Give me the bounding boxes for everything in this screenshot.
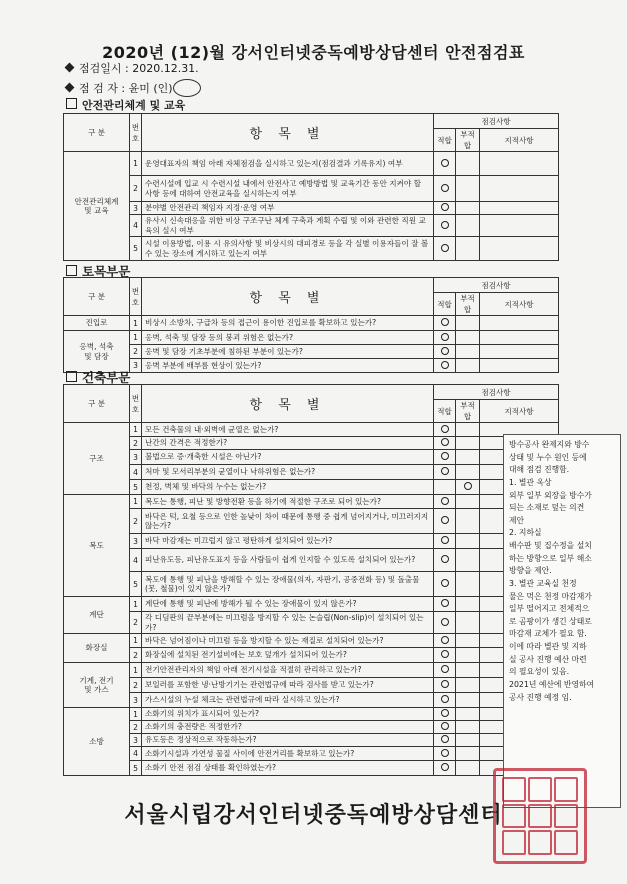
check-circle-icon <box>441 452 449 460</box>
section-title: 안전관리체계 및 교육 <box>82 99 186 112</box>
row-number: 3 <box>130 202 142 215</box>
note-line: 방수공사 완제지와 방수 <box>509 440 590 449</box>
row-item-text: 각 디딤판의 끝부분에는 미끄럼을 방지할 수 있는 논슬립(Non-slip)이 설치되어 있는가? <box>142 612 434 634</box>
cell-ok <box>434 721 456 734</box>
document-title: 2020년 (12)월 강서인터넷중독예방상담센터 안전점검표 <box>102 43 525 62</box>
table-row <box>64 761 559 776</box>
inspection-date <box>66 60 199 76</box>
check-circle-icon <box>441 722 449 730</box>
table-row <box>64 663 559 678</box>
table-row <box>64 678 559 693</box>
cell-not-ok <box>456 202 480 215</box>
note-line: 이에 따라 별관 및 지하 <box>509 642 587 651</box>
cell-ok <box>434 465 456 480</box>
table-row <box>64 423 559 437</box>
check-circle-icon <box>441 203 449 211</box>
cell-not-ok <box>456 693 480 708</box>
row-item-text: 천정, 벽체 및 바닥의 누수는 없는가? <box>142 480 434 495</box>
cell-not-ok <box>456 721 480 734</box>
header-items: 항 목 별 <box>142 114 434 152</box>
inspector <box>66 80 173 96</box>
cell-ok <box>434 450 456 465</box>
row-item-text: 바닥 마감재는 미끄럽지 않고 평탄하게 설치되어 있는가? <box>142 534 434 549</box>
cell-not-ok <box>456 215 480 237</box>
inspector-name: 윤미 <box>128 82 150 95</box>
cell-ok <box>434 678 456 693</box>
row-category: 화장실 <box>64 634 130 663</box>
header-ok: 적합 <box>434 293 456 316</box>
row-item-text: 소화기시설과 가연성 물질 사이에 안전거리를 확보하고 있는가? <box>142 747 434 761</box>
note-line: 1. 별관 옥상 <box>509 477 552 487</box>
table-row <box>64 747 559 761</box>
header-number: 번 호 <box>130 114 142 152</box>
cell-remarks <box>480 237 559 261</box>
cell-not-ok <box>456 747 480 761</box>
row-item-text: 옹벽 부분에 배부름 현상이 있는가? <box>142 359 434 373</box>
cell-ok <box>434 708 456 721</box>
row-category: 안전관리체계 및 교육 <box>64 152 130 261</box>
cell-ok <box>434 345 456 359</box>
table-row <box>64 648 559 663</box>
header-remarks: 지적사항 <box>480 129 559 152</box>
row-item-text: 전기안전관리자의 책임 아래 전기시설을 적절히 관리하고 있는가? <box>142 663 434 678</box>
check-circle-icon <box>441 749 449 757</box>
table-row <box>64 572 559 597</box>
header-check: 점검사항 <box>434 385 559 400</box>
cell-ok <box>434 423 456 437</box>
table-row <box>64 359 559 373</box>
table-row <box>64 612 559 634</box>
cell-ok <box>434 648 456 663</box>
cell-not-ok <box>456 708 480 721</box>
note-line: 제안 <box>509 515 525 525</box>
note-line: 물은 먹은 천정 마감재가 <box>509 591 592 601</box>
row-item-text: 유도등은 정상적으로 작동하는가? <box>142 734 434 747</box>
table-row <box>64 450 559 465</box>
cell-not-ok <box>456 572 480 597</box>
cell-not-ok <box>456 678 480 693</box>
table-row <box>64 634 559 648</box>
cell-ok <box>434 202 456 215</box>
footer-organization: 서울시립강서인터넷중독예방상담센터 <box>124 803 503 828</box>
note-line: 일부 떨어지고 전체적으 <box>509 604 590 614</box>
check-circle-icon <box>441 425 449 433</box>
check-circle-icon <box>441 555 449 563</box>
check-circle-icon <box>441 438 449 446</box>
cell-not-ok <box>456 648 480 663</box>
cell-not-ok <box>456 465 480 480</box>
note-line: 마감재 교체가 필요 함. <box>509 629 587 639</box>
check-circle-icon <box>441 347 449 355</box>
note-line: 배수판 및 집수정을 설치 <box>509 541 592 550</box>
row-item-text: 복도는 통행, 피난 및 방향전환 등을 하기에 적절한 구조로 되어 있는가? <box>142 495 434 509</box>
cell-remarks <box>480 215 559 237</box>
cell-ok <box>434 331 456 345</box>
row-category: 기계, 전기 및 가스 <box>64 663 130 708</box>
row-number: 1 <box>130 663 142 678</box>
header-remarks: 지적사항 <box>480 400 559 423</box>
row-number: 2 <box>130 345 142 359</box>
row-number: 1 <box>130 634 142 648</box>
cell-ok <box>434 316 456 331</box>
check-circle-icon <box>441 516 449 524</box>
check-circle-icon <box>441 680 449 688</box>
row-number: 2 <box>130 176 142 202</box>
diamond-bullet-icon <box>65 63 75 73</box>
row-number: 2 <box>130 612 142 634</box>
row-number: 2 <box>130 648 142 663</box>
row-number: 4 <box>130 215 142 237</box>
row-category: 구조 <box>64 423 130 495</box>
cell-not-ok <box>456 331 480 345</box>
cell-not-ok <box>456 176 480 202</box>
check-circle-icon <box>441 318 449 326</box>
row-number: 1 <box>130 316 142 331</box>
cell-remarks <box>480 345 559 359</box>
row-number: 2 <box>130 721 142 734</box>
row-item-text: 불법으로 증·개축한 시설은 아닌가? <box>142 450 434 465</box>
check-circle-icon <box>441 536 449 544</box>
row-number: 5 <box>130 572 142 597</box>
check-circle-icon <box>441 184 449 192</box>
table-row <box>64 465 559 480</box>
cell-not-ok <box>456 152 480 176</box>
cell-not-ok <box>456 359 480 373</box>
note-line: 공사 진행 예정 임. <box>509 692 572 702</box>
check-circle-icon <box>464 482 472 490</box>
table-row <box>64 215 559 237</box>
note-line: 실 공사 진행 예산 마련 <box>509 654 587 664</box>
row-number: 1 <box>130 152 142 176</box>
table-header-row <box>64 114 559 129</box>
row-category: 소방 <box>64 708 130 776</box>
table-row <box>64 480 559 495</box>
cell-ok <box>434 534 456 549</box>
cell-ok <box>434 215 456 237</box>
header-items: 항 목 별 <box>142 385 434 423</box>
cell-ok <box>434 634 456 648</box>
cell-not-ok <box>456 534 480 549</box>
remarks-note <box>503 434 621 808</box>
note-line: 방향을 제안. <box>509 566 552 576</box>
diamond-bullet-icon <box>65 83 75 93</box>
check-circle-icon <box>441 618 449 626</box>
row-number: 2 <box>130 437 142 450</box>
row-item-text: 옹벽, 석축 및 담장 등의 붕괴 위험은 없는가? <box>142 331 434 345</box>
row-number: 1 <box>130 331 142 345</box>
row-item-text: 옹벽 및 담장 기초부분에 침하된 부분이 있는가? <box>142 345 434 359</box>
row-category: 계단 <box>64 597 130 634</box>
cell-ok <box>434 549 456 572</box>
row-number: 2 <box>130 509 142 534</box>
row-item-text: 가스시설의 누설 체크는 관련법규에 따라 실시하고 있는가? <box>142 693 434 708</box>
inspection-date-value: 2020.12.31. <box>132 62 199 75</box>
table-row <box>64 437 559 450</box>
row-number: 4 <box>130 465 142 480</box>
row-item-text: 난간의 간격은 적정한가? <box>142 437 434 450</box>
cell-not-ok <box>456 316 480 331</box>
checkbox-square-icon <box>66 98 77 109</box>
cell-ok <box>434 437 456 450</box>
row-number: 1 <box>130 495 142 509</box>
cell-ok <box>434 359 456 373</box>
row-category: 진입로 <box>64 316 130 331</box>
cell-not-ok <box>456 663 480 678</box>
table-header-row <box>64 385 559 400</box>
row-item-text: 처마 및 모서리부분의 균열이나 낙하위험은 없는가? <box>142 465 434 480</box>
table-row <box>64 549 559 572</box>
table-row <box>64 345 559 359</box>
cell-remarks <box>480 331 559 345</box>
cell-not-ok <box>456 480 480 495</box>
row-number: 2 <box>130 678 142 693</box>
cell-ok <box>434 572 456 597</box>
row-item-text: 피난유도등, 피난유도표지 등을 사람들이 쉽게 인지할 수 있도록 설치되어 있는가? <box>142 549 434 572</box>
cell-not-ok <box>456 549 480 572</box>
cell-ok <box>434 734 456 747</box>
inspection-date-label: 점검일시 : <box>79 62 133 75</box>
row-number: 1 <box>130 597 142 612</box>
check-circle-icon <box>441 579 449 587</box>
table-row <box>64 734 559 747</box>
row-item-text: 비상시 소방차, 구급차 등의 접근이 용이한 진입로를 확보하고 있는가? <box>142 316 434 331</box>
check-circle-icon <box>441 159 449 167</box>
table-row <box>64 316 559 331</box>
note-line: 로 곰팡이가 생긴 상태로 <box>509 616 592 626</box>
check-circle-icon <box>441 497 449 505</box>
note-line: 의 필요성이 있음. <box>509 667 570 677</box>
header-ok: 적합 <box>434 400 456 423</box>
check-circle-icon <box>441 244 449 252</box>
cell-ok <box>434 612 456 634</box>
note-line: 2021년 예산에 반영하여 <box>509 679 595 689</box>
header-ok: 적합 <box>434 129 456 152</box>
table-row <box>64 708 559 721</box>
table-row <box>64 693 559 708</box>
check-circle-icon <box>441 467 449 475</box>
row-number: 3 <box>130 450 142 465</box>
header-category: 구 분 <box>64 385 130 423</box>
check-circle-icon <box>441 361 449 369</box>
table-row <box>64 176 559 202</box>
note-line: 하는 방향으로 일부 해소 <box>509 553 592 563</box>
note-line: 외부 일부 외장을 방수가 <box>509 490 592 500</box>
row-item-text: 보일러를 포함한 냉·난방기기는 관련법규에 따라 검사를 받고 있는가? <box>142 678 434 693</box>
row-category: 옹벽, 석축 및 담장 <box>64 331 130 373</box>
header-not-ok: 부적합 <box>456 129 480 152</box>
checklist-table <box>63 113 559 261</box>
note-line: 2. 지하실 <box>509 528 542 538</box>
table-row <box>64 509 559 534</box>
header-category: 구 분 <box>64 114 130 152</box>
inspector-label: 점 검 자 : <box>79 82 129 95</box>
cell-not-ok <box>456 437 480 450</box>
section-title: 건축부문 <box>82 370 131 385</box>
row-number: 3 <box>130 359 142 373</box>
cell-not-ok <box>456 495 480 509</box>
inspector-sign: (인) <box>153 82 173 95</box>
table-row <box>64 534 559 549</box>
row-item-text: 바닥은 넘어짐이나 미끄럼 등을 방지할 수 있는 재질로 설치되어 있는가? <box>142 634 434 648</box>
row-number: 3 <box>130 534 142 549</box>
check-circle-icon <box>441 333 449 341</box>
header-remarks: 지적사항 <box>480 293 559 316</box>
row-number: 1 <box>130 423 142 437</box>
check-circle-icon <box>441 650 449 658</box>
cell-ok <box>434 663 456 678</box>
header-items: 항 목 별 <box>142 278 434 316</box>
header-not-ok: 부적합 <box>456 293 480 316</box>
checklist-table <box>63 277 559 373</box>
signature-mark <box>173 79 201 97</box>
check-circle-icon <box>441 221 449 229</box>
table-header-row <box>64 278 559 293</box>
cell-remarks <box>480 316 559 331</box>
cell-not-ok <box>456 509 480 534</box>
table-row <box>64 237 559 261</box>
cell-remarks <box>480 202 559 215</box>
cell-remarks <box>480 359 559 373</box>
cell-ok <box>434 509 456 534</box>
cell-ok <box>434 480 456 495</box>
cell-ok <box>434 152 456 176</box>
cell-remarks <box>480 176 559 202</box>
cell-not-ok <box>456 734 480 747</box>
cell-not-ok <box>456 761 480 776</box>
table-row <box>64 495 559 509</box>
section-title: 토목부문 <box>82 264 131 279</box>
checklist-table <box>63 384 559 776</box>
note-line: 되는 소재로 덮는 의견 <box>509 503 585 513</box>
cell-ok <box>434 495 456 509</box>
note-line: 3. 별관 교육실 천정 <box>509 578 577 588</box>
check-circle-icon <box>441 735 449 743</box>
row-item-text: 계단에 통행 및 피난에 방해가 될 수 있는 장애물이 있지 않은가? <box>142 597 434 612</box>
section-heading <box>66 97 185 113</box>
header-number: 번 호 <box>130 385 142 423</box>
cell-not-ok <box>456 597 480 612</box>
row-number: 1 <box>130 708 142 721</box>
checkbox-square-icon <box>66 265 77 276</box>
header-check: 점검사항 <box>434 278 559 293</box>
cell-ok <box>434 761 456 776</box>
row-number: 5 <box>130 761 142 776</box>
row-number: 4 <box>130 549 142 572</box>
cell-not-ok <box>456 423 480 437</box>
cell-not-ok <box>456 612 480 634</box>
row-item-text: 수련시설에 입교 시 수련시설 내에서 안전사고 예방방법 및 교육기간 동안 지켜야 할 사항 등에 대하여 안전교육을 실시하는지 여부 <box>142 176 434 202</box>
cell-ok <box>434 747 456 761</box>
check-circle-icon <box>441 763 449 771</box>
row-number: 5 <box>130 237 142 261</box>
row-item-text: 소화기 안전 점검 상태를 확인하였는가? <box>142 761 434 776</box>
table-row <box>64 597 559 612</box>
row-item-text: 소화기의 충전량은 적정한가? <box>142 721 434 734</box>
cell-ok <box>434 693 456 708</box>
check-circle-icon <box>441 695 449 703</box>
header-check: 점검사항 <box>434 114 559 129</box>
cell-ok <box>434 176 456 202</box>
header-not-ok: 부적합 <box>456 400 480 423</box>
cell-not-ok <box>456 634 480 648</box>
row-number: 3 <box>130 734 142 747</box>
row-item-text: 복도에 통행 및 피난을 방해할 수 있는 장애물(의자, 자판기, 공중전화 등) 및 돌출물(못, 철물)이 있지 않은가? <box>142 572 434 597</box>
row-item-text: 바닥은 턱, 요철 등으로 인한 높낮이 차이 때문에 통행 중 쉽게 넘어지거나, 미끄러지지 않는가? <box>142 509 434 534</box>
row-item-text: 화장실에 설치된 전기설비에는 보호 덮개가 설치되어 있는가? <box>142 648 434 663</box>
cell-not-ok <box>456 237 480 261</box>
cell-remarks <box>480 152 559 176</box>
check-circle-icon <box>441 709 449 717</box>
cell-not-ok <box>456 345 480 359</box>
check-circle-icon <box>441 636 449 644</box>
row-item-text: 운영대표자의 책임 아래 자체점검을 실시하고 있는지(점검결과 기록유지) 여부 <box>142 152 434 176</box>
official-seal-icon <box>493 768 587 864</box>
row-category: 복도 <box>64 495 130 597</box>
check-circle-icon <box>441 599 449 607</box>
table-row <box>64 721 559 734</box>
row-number: 3 <box>130 693 142 708</box>
row-number: 4 <box>130 747 142 761</box>
row-number: 5 <box>130 480 142 495</box>
table-row <box>64 202 559 215</box>
cell-ok <box>434 597 456 612</box>
check-circle-icon <box>441 665 449 673</box>
table-row <box>64 331 559 345</box>
note-line: 대해 점검 진행함. <box>509 465 570 475</box>
header-number: 번 호 <box>130 278 142 316</box>
row-item-text: 유사시 신속대응을 위한 비상 구조구난 체계 구축과 계획 수립 및 이와 관련한 직원 교육의 실시 여부 <box>142 215 434 237</box>
table-row <box>64 152 559 176</box>
row-item-text: 시설 이용방법, 이용 시 유의사항 및 비상시의 대피경로 등을 각 실별 이용자들이 잘 볼 수 있는 장소에 게시하고 있는지 여부 <box>142 237 434 261</box>
header-category: 구 분 <box>64 278 130 316</box>
row-item-text: 분야별 안전관리 책임자 지정·운영 여부 <box>142 202 434 215</box>
row-item-text: 소화기의 위치가 표시되어 있는가? <box>142 708 434 721</box>
note-line: 상태 및 누수 원인 등에 <box>509 452 587 462</box>
checkbox-square-icon <box>66 371 77 382</box>
cell-not-ok <box>456 450 480 465</box>
row-item-text: 모든 건축물의 내·외벽에 균열은 없는가? <box>142 423 434 437</box>
cell-ok <box>434 237 456 261</box>
